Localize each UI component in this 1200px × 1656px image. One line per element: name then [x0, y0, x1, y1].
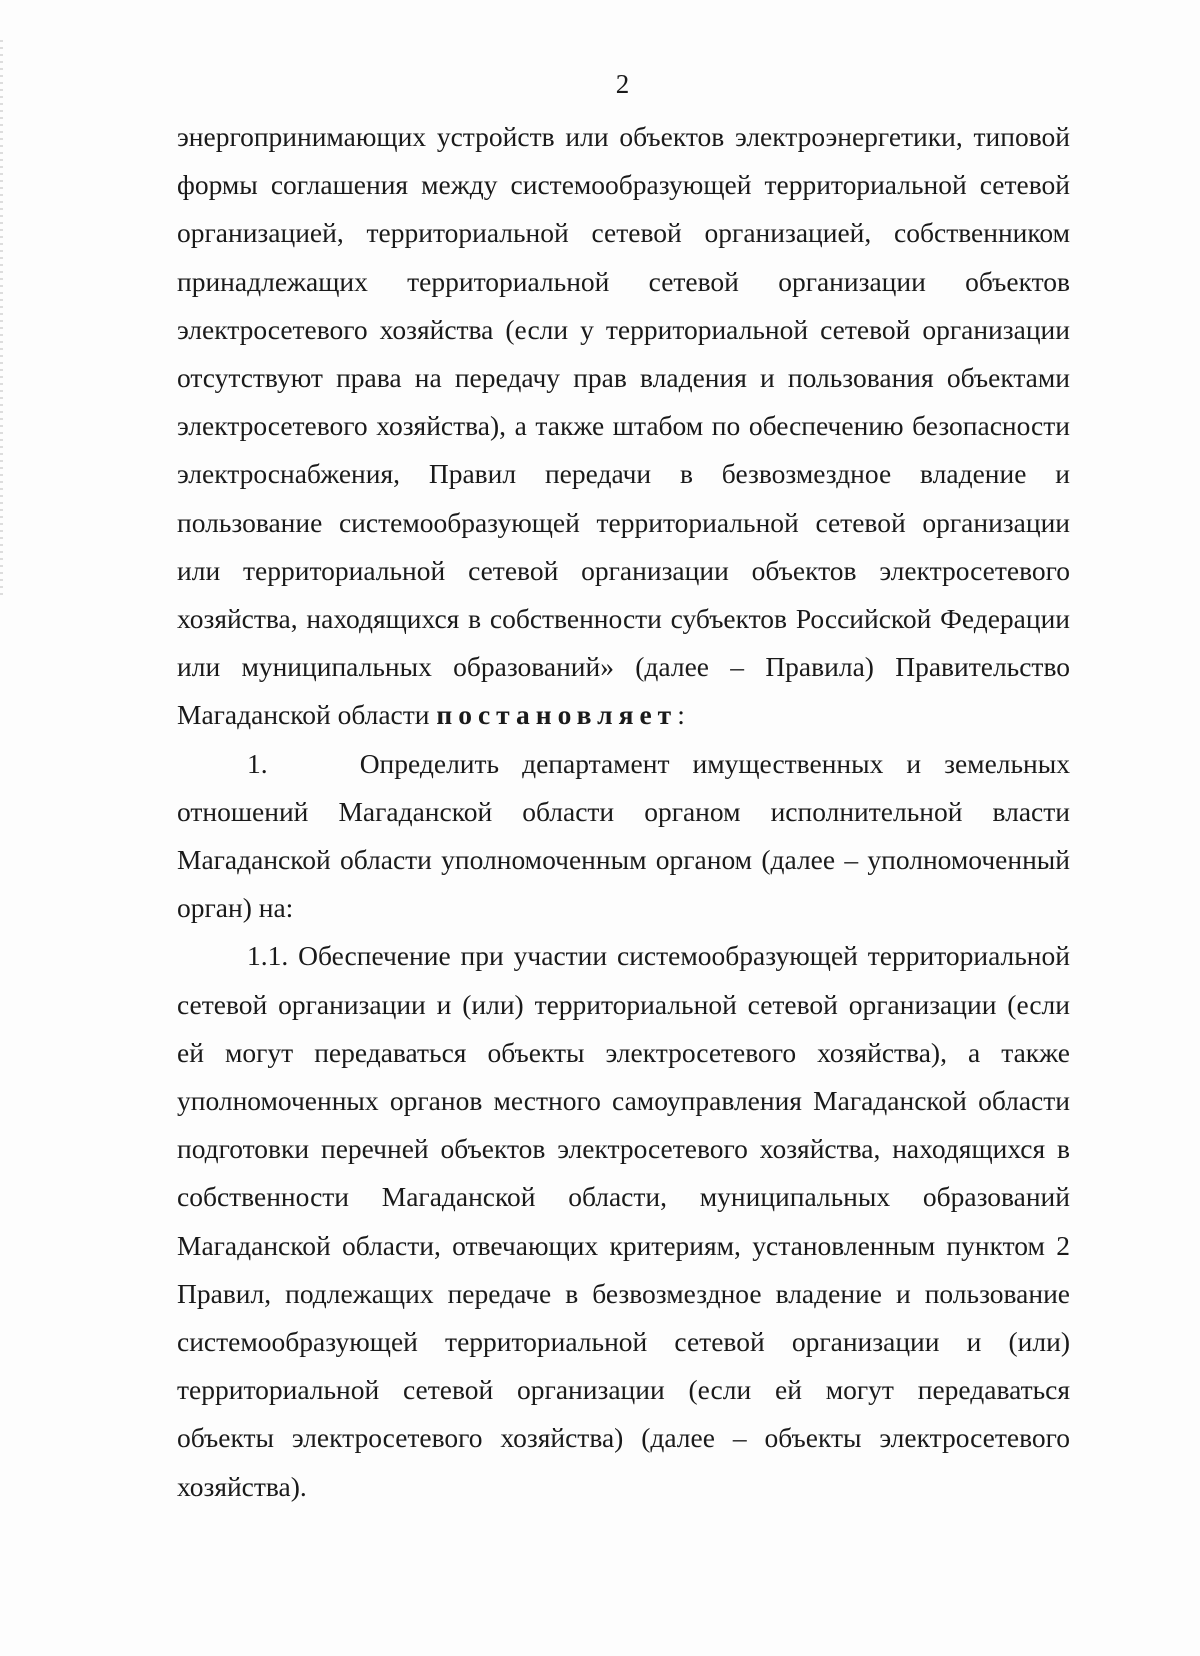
page-number: 2: [615, 69, 630, 99]
paragraph-item-1-1: 1.1. Обеспечение при участии системообразующей территориальной сетевой организации и (или) территориальной сетевой организации (если ей могут передаваться объекты электросетевого хозяйства), а также уполномоченных органов местного самоуправления Магаданской области подготовки перечней объектов электросетевого хозяйства, находящихся в собственности Магаданской области, муниципальных образований Магаданской области, отвечающих критериям, установленным пунктом 2 Правил, подлежащих передаче в безвозмездное владение и пользование системообразующей территориальной сетевой организации и (или) территориальной сетевой организации (если ей могут передаваться объекты электросетевого хозяйства) (далее – объекты электросетевого хозяйства).: [177, 940, 1070, 1502]
preamble-tail: :: [677, 699, 685, 731]
document-body: [177, 113, 1077, 1511]
preamble-text: энергопринимающих устройств или объектов электроэнергетики, типовой формы соглашения между системообразующей территориальной сетевой организацией, территориальной сетевой организацией, собственником принадлежащих территориальной сетевой организации объектов электросетевого хозяйства (если у территориальной сетевой организации отсутствуют права на передачу прав владения и пользования объектами электросетевого хозяйства), а также штабом по обеспечению безопасности электроснабжения, Правил передачи в безвозмездное владение и пользование системообразующей территориальной сетевой организации или территориальной сетевой организации объектов электросетевого хозяйства, находящихся в собственности субъектов Российской Федерации или муниципальных образований» (далее – Правила) Правительство Магаданской области: [177, 121, 1070, 731]
scan-edge-artifact: [0, 40, 3, 600]
paragraph-item-1: 1. Определить департамент имущественных и земельных отношений Магаданской области органом исполнительной власти Магаданской области уполномоченным органом (далее – уполномоченный орган) на:: [177, 747, 1077, 924]
resolves-keyword: постановляет: [436, 699, 678, 731]
paragraph-preamble: [177, 113, 1070, 740]
